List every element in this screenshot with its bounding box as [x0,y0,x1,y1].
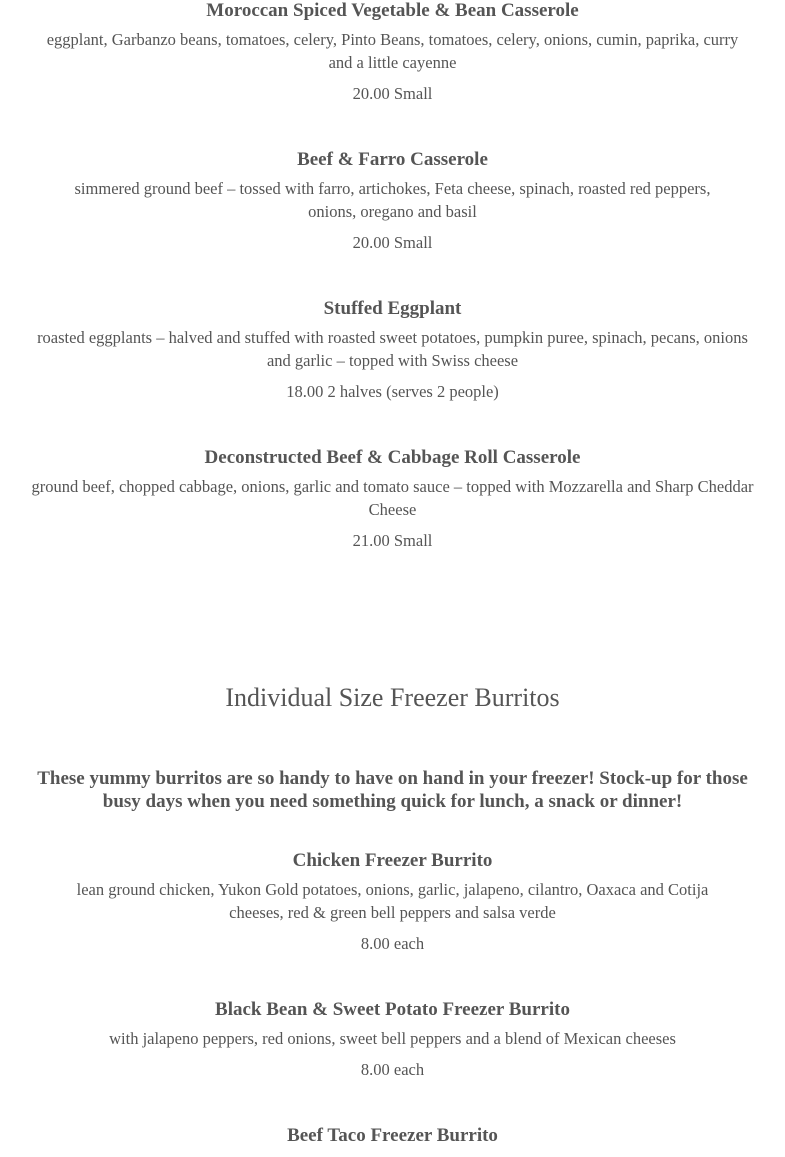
menu-item-price: 8.00 each [360,934,425,953]
menu-item-description: eggplant, Garbanzo beans, tomatoes, celery, Pinto Beans, tomatoes, celery, onions, cumin, paprika, curry and a little cayenne [46,30,739,72]
menu-item-description: simmered ground beef – tossed with farro, artichokes, Feta cheese, spinach, roasted red peppers, onions, oregano and basil [74,179,711,221]
menu-item [30,998,755,1081]
menu-item [30,297,755,403]
menu-item-price: 21.00 Small [352,531,433,550]
menu-item-price: 20.00 Small [352,233,433,252]
menu-item-description: ground beef, chopped cabbage, onions, garlic and tomato sauce – topped with Mozzarella and Sharp Cheddar Cheese [31,477,754,519]
menu-item-title: Black Bean & Sweet Potato Freezer Burrito [215,999,570,1020]
menu-item-price: 20.00 Small [352,84,433,103]
menu-item-description: lean ground chicken, Yukon Gold potatoes, onions, garlic, jalapeno, cilantro, Oaxaca and Cotija cheeses, red & green bell peppers and salsa verde [76,880,709,922]
menu-item-title: Moroccan Spiced Vegetable & Bean Casserole [206,0,579,21]
menu-item-title: Beef Taco Freezer Burrito [287,1125,498,1146]
menu-item-title: Chicken Freezer Burrito [292,850,493,871]
menu-item [30,0,755,105]
menu-item-price: 8.00 each [360,1060,425,1079]
menu-item-title: Beef & Farro Casserole [297,149,488,170]
menu-item [30,148,755,254]
menu-item-description: roasted eggplants – halved and stuffed with roasted sweet potatoes, pumpkin puree, spinach, pecans, onions and garlic – topped with Swiss cheese [37,328,748,370]
menu-item-description: with jalapeno peppers, red onions, sweet bell peppers and a blend of Mexican cheeses [109,1029,676,1048]
menu-item [30,446,755,552]
menu-item [30,1124,755,1147]
section-intro: These yummy burritos are so handy to have on hand in your freezer! Stock-up for those busy days when you need something quick for lunch, a snack or dinner! [37,768,748,812]
menu-item-price: 18.00 2 halves (serves 2 people) [286,382,499,401]
menu-item [30,849,755,955]
menu-item-title: Deconstructed Beef & Cabbage Roll Casserole [204,447,581,468]
menu-item-title: Stuffed Eggplant [323,298,462,319]
section-title: Individual Size Freezer Burritos [225,683,560,712]
